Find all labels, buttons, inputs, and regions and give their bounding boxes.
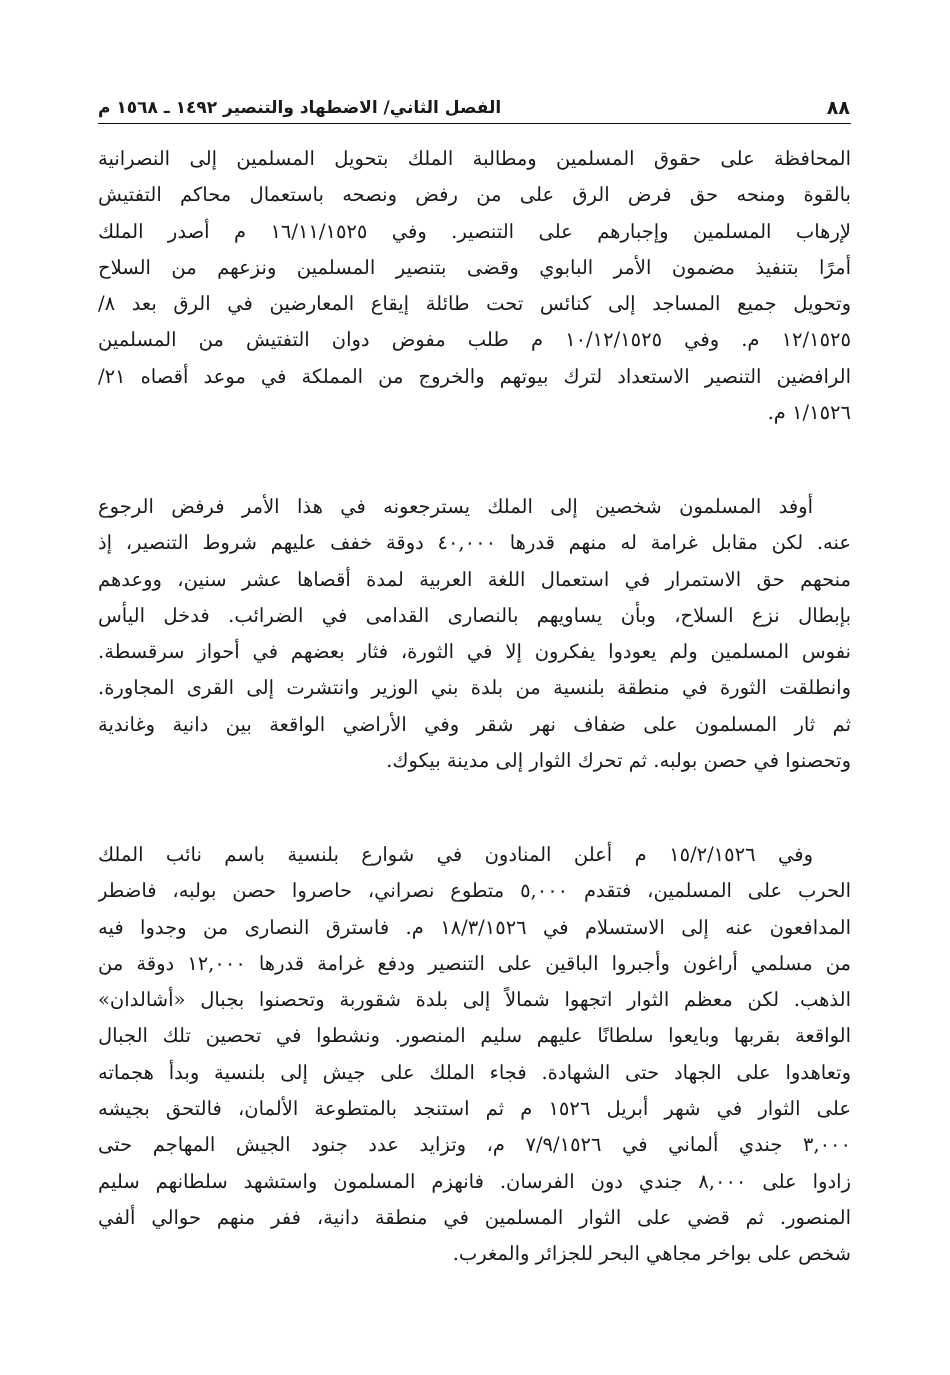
paragraph-3 — [98, 837, 851, 1273]
text-line: بالقوة ومنحه حق فرض الرق على من رفض ونصحه باستعمال محاكم التفتيش — [98, 183, 851, 207]
text-line: الذهب. لكن معظم الثوار اتجهوا شمالاً إلى بلدة شقوربة وتحصنوا بجبال «أشالدان» — [98, 988, 851, 1012]
text-line: المنصور. ثم قضي على الثوار المسلمين في منطقة دانية، ففر منهم حوالي ألفي — [98, 1205, 851, 1229]
text-line: المدافعون عنه إلى الاستسلام في ١٨/٣/١٥٢٦ م. فاسترق النصارى من وجدوا فيه — [98, 915, 851, 939]
text-line: ٣,٠٠٠ جندي ألماني في ٧/٩/١٥٢٦ م، وتزايد عدد جنود الجيش المهاجم حتى — [98, 1133, 851, 1157]
paragraph-2 — [98, 489, 851, 779]
text-line: على الثوار في شهر أبريل ١٥٢٦ م ثم استنجد بالمتطوعة الألمان، فالتحق بجيشه — [98, 1097, 851, 1121]
text-line: وانطلقت الثورة في منطقة بلنسية من بلدة بني الوزير وانتشرت إلى القرى المجاورة. — [98, 676, 851, 700]
text-line: الواقعة بقربها وبايعوا سلطانًا عليهم سليم المنصور. ونشطوا في تحصين تلك الجبال — [98, 1024, 851, 1048]
text-line: ١٢/١٥٢٥ م. وفي ١٠/١٢/١٥٢٥ م طلب مفوض دوان التفتيش من المسلمين — [98, 328, 851, 352]
text-line: الحرب على المسلمين، فتقدم ٥,٠٠٠ متطوع نصراني، حاصروا حصن بولبه، فاضطر — [98, 879, 851, 903]
text-line: ثم ثار المسلمون على ضفاف نهر شقر وفي الأراضي الواقعة بين دانية وغاندية — [98, 712, 851, 736]
text-line: وفي ١٥/٢/١٥٢٦ م أعلن المنادون في شوارع بلنسية باسم نائب الملك — [98, 843, 813, 866]
text-line: المحافظة على حقوق المسلمين ومطالبة الملك بتحويل المسلمين إلى النصرانية — [98, 147, 851, 170]
text-line: وتعاهدوا على الجهاد حتى الشهادة. فجاء الملك على جيش إلى بلنسية وبدأ هجماته — [98, 1060, 851, 1084]
text-line: من مسلمي أراغون وأجبروا الباقين على التنصير ودفع غرامة قدرها ١٢,٠٠٠ دوقة من — [98, 951, 851, 975]
text-line: وتحصنوا في حصن بولبه. ثم تحرك الثوار إلى مدينة بيكوك. — [386, 749, 851, 773]
text-line: لإرهاب المسلمين وإجبارهم على التنصير. وفي ١٦/١١/١٥٢٥ م أصدر الملك — [98, 219, 851, 243]
text-line: الرافضين التنصير الاستعداد لترك بيوتهم والخروج من المملكة في موعد أقصاه ٢١/ — [98, 364, 851, 388]
header-divider — [98, 123, 851, 124]
page-number: ٨٨ — [826, 97, 850, 119]
text-line: زادوا على ٨,٠٠٠ جندي دون الفرسان. فانهزم المسلمون واستشهد سلطانهم سليم — [98, 1169, 851, 1193]
text-line: نفوس المسلمين ولم يعودوا يفكرون إلا في الثورة، فثار بعضهم في أحواز سرقسطة. — [98, 640, 851, 664]
text-line: عنه. لكن مقابل غرامة له منهم قدرها ٤٠,٠٠٠ دوقة خفف عليهم شروط التنصير، إذ — [98, 531, 851, 555]
text-line: وتحويل جميع المساجد إلى كنائس تحت طائلة إيقاع المعارضين في الرق بعد ٨/ — [98, 292, 851, 316]
page-header — [98, 86, 850, 120]
text-line: شخص على بواخر مجاهي البحر للجزائر والمغرب. — [452, 1242, 851, 1266]
text-line: أوفد المسلمون شخصين إلى الملك يسترجعونه في هذا الأمر فرفض الرجوع — [98, 495, 813, 518]
text-line: أمرًا بتنفيذ مضمون الأمر البابوي وقضى بتنصير المسلمين ونزعهم من السلاح — [98, 255, 851, 279]
chapter-title: الفصل الثاني/ الاضطهاد والتنصير ١٤٩٢ ـ ١٥٦٨ م — [98, 98, 502, 118]
text-line: ١/١٥٢٦ م. — [767, 401, 851, 425]
text-line: منحهم حق الاستمرار في استعمال اللغة العربية لمدة أقصاها عشر سنين، ووعدهم — [98, 567, 851, 591]
text-line: بإبطال نزع السلاح، وبأن يساويهم بالنصارى القدامى في الضرائب. فدخل اليأس — [98, 603, 851, 627]
paragraph-1 — [98, 141, 851, 431]
